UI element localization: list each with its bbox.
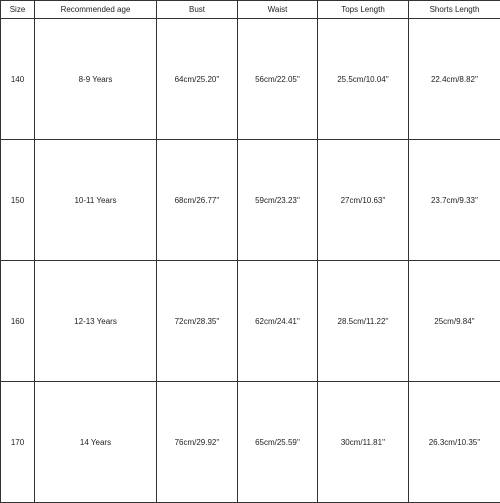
cell-bust: 76cm/29.92'' (157, 382, 238, 503)
header-recommended-age: Recommended age (35, 1, 157, 19)
header-tops-length: Tops Length (318, 1, 409, 19)
cell-shorts-length: 23.7cm/9.33'' (409, 140, 500, 261)
table-row (1, 382, 500, 503)
cell-size: 170 (1, 382, 35, 503)
cell-bust: 72cm/28.35'' (157, 261, 238, 382)
table-row (1, 261, 500, 382)
cell-bust: 64cm/25.20'' (157, 19, 238, 140)
cell-tops-length: 30cm/11.81'' (318, 382, 409, 503)
header-shorts-length: Shorts Length (409, 1, 500, 19)
cell-tops-length: 27cm/10.63'' (318, 140, 409, 261)
header-waist: Waist (238, 1, 318, 19)
cell-tops-length: 28.5cm/11.22'' (318, 261, 409, 382)
header-size: Size (1, 1, 35, 19)
cell-size: 140 (1, 19, 35, 140)
cell-tops-length: 25.5cm/10.04'' (318, 19, 409, 140)
table-row (1, 19, 500, 140)
cell-waist: 62cm/24.41'' (238, 261, 318, 382)
header-row (1, 1, 500, 19)
cell-waist: 59cm/23.23'' (238, 140, 318, 261)
cell-size: 150 (1, 140, 35, 261)
cell-recommended-age: 8-9 Years (35, 19, 157, 140)
cell-waist: 56cm/22.05'' (238, 19, 318, 140)
cell-recommended-age: 10-11 Years (35, 140, 157, 261)
cell-shorts-length: 25cm/9.84'' (409, 261, 500, 382)
cell-waist: 65cm/25.59'' (238, 382, 318, 503)
table-row (1, 140, 500, 261)
cell-recommended-age: 14 Years (35, 382, 157, 503)
cell-size: 160 (1, 261, 35, 382)
cell-bust: 68cm/26.77'' (157, 140, 238, 261)
cell-shorts-length: 22.4cm/8.82'' (409, 19, 500, 140)
header-bust: Bust (157, 1, 238, 19)
cell-shorts-length: 26.3cm/10.35'' (409, 382, 500, 503)
cell-recommended-age: 12-13 Years (35, 261, 157, 382)
